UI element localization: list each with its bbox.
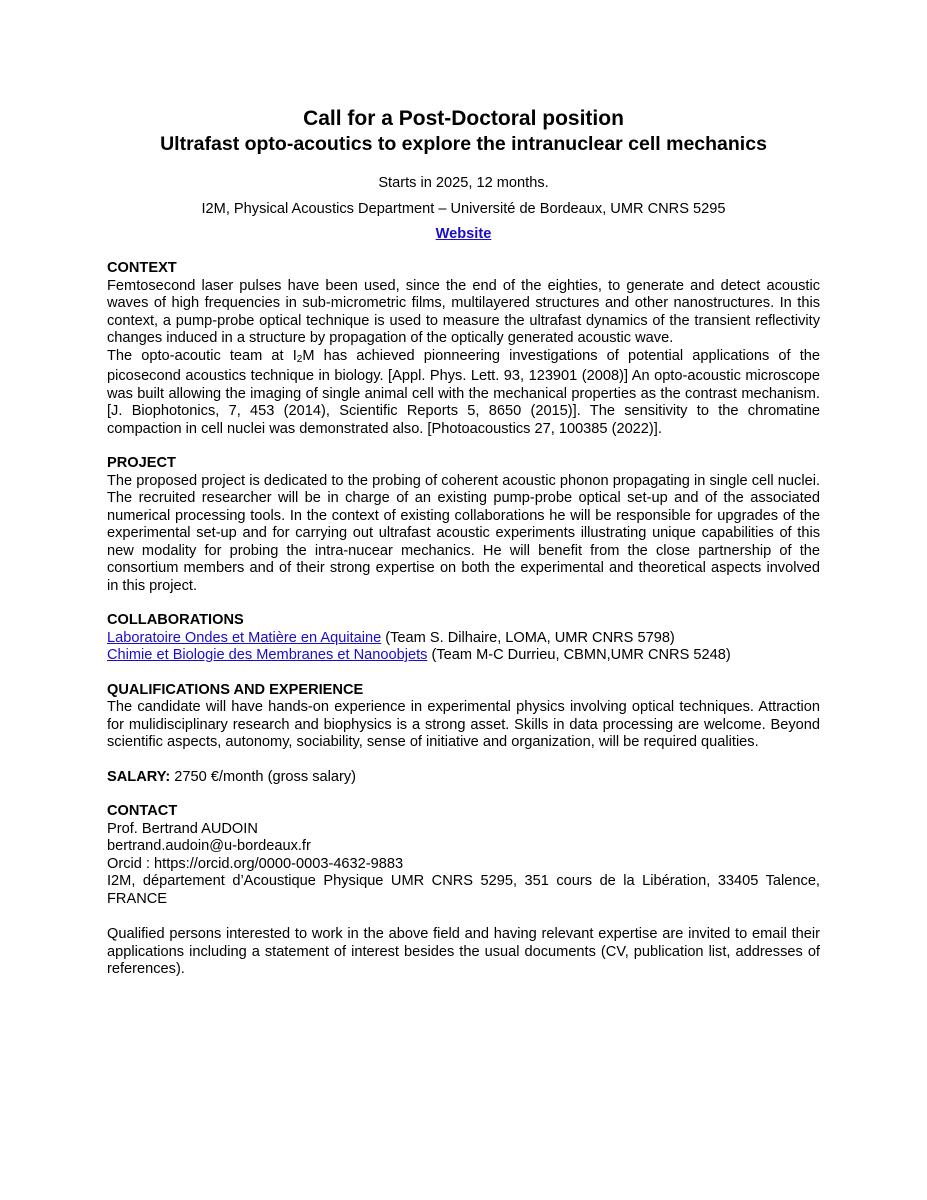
collaboration-item — [107, 647, 820, 665]
salary-section — [107, 769, 820, 787]
contact-section — [107, 803, 820, 908]
salary-value: 2750 €/month (gross salary) — [170, 768, 356, 785]
collaboration-link-cbmn[interactable]: Chimie et Biologie des Membranes et Nanoobjets — [107, 647, 428, 663]
contact-email[interactable]: bertrand.audoin@u-bordeaux.fr — [107, 838, 311, 854]
context-paragraph-1: Femtosecond laser pulses have been used, since the end of the eighties, to generate and detect acoustic waves of high frequencies in sub-micrometric films, multilayered structures and other nanostructures. In this context, a pump-probe optical technique is used to measure the ultrafast dynamics of the transient reflectivity changes induced in a structure by propagation of the optically generated acoustic wave. — [107, 277, 820, 346]
salary-label: SALARY: — [107, 768, 171, 785]
qualifications-heading: QUALIFICATIONS AND EXPERIENCE — [107, 681, 364, 698]
start-date: Starts in 2025, 12 months. — [378, 175, 549, 191]
collaboration-detail: (Team S. Dilhaire, LOMA, UMR CNRS 5798) — [381, 629, 675, 646]
salary-line — [107, 769, 820, 787]
closing-paragraph: Qualified persons interested to work in the above field and having relevant expertise are invited to email their applications including a statement of interest besides the usual documents (CV, publication list, addresses of references). — [107, 926, 820, 977]
document-page — [107, 106, 820, 979]
website-link[interactable]: Website — [435, 226, 492, 242]
contact-heading: CONTACT — [107, 803, 178, 819]
context-section — [107, 260, 820, 438]
contact-orcid: Orcid : https://orcid.org/0000-0003-4632-9883 — [107, 855, 404, 872]
contact-name: Prof. Bertrand AUDOIN — [107, 820, 258, 837]
collaboration-item — [107, 630, 820, 648]
page-subtitle: Ultrafast opto-acoutics to explore the intranuclear cell mechanics — [160, 133, 767, 155]
website-row — [107, 225, 820, 243]
context-subscript: 2 — [296, 353, 303, 365]
closing-section — [107, 926, 820, 979]
affiliation: I2M, Physical Acoustics Department – Université de Bordeaux, UMR CNRS 5295 — [201, 201, 726, 217]
contact-address: I2M, département d’Acoustique Physique UMR CNRS 5295, 351 cours de la Libération, 33405 Talence, FRANCE — [107, 873, 820, 907]
collaboration-link-loma[interactable]: Laboratoire Ondes et Matière en Aquitaine — [107, 629, 382, 646]
collaboration-detail: (Team M-C Durrieu, CBMN,UMR CNRS 5248) — [427, 647, 731, 663]
project-heading: PROJECT — [107, 455, 176, 471]
context-paragraph-2-prefix: The opto-acoutic team at I — [107, 347, 297, 364]
project-section — [107, 455, 820, 595]
context-paragraph-2 — [107, 348, 820, 439]
context-heading: CONTEXT — [107, 260, 177, 276]
qualifications-section — [107, 682, 820, 752]
qualifications-paragraph: The candidate will have hands-on experience in experimental physics involving optical techniques. Attraction for mulidisciplinary research and biophysics is a strong asset. Skills in data processing are welcome. Beyond scientific aspects, autonomy, sociability, sense of initiative and organization, will be required qualities. — [107, 699, 820, 750]
collaborations-section — [107, 612, 820, 665]
collaborations-heading: COLLABORATIONS — [107, 612, 244, 628]
context-paragraph-2-rest: M has achieved pionneering investigations of potential applications of the picosecond acoustics technique in biology. [Appl. Phys. Lett. 93, 123901 (2008)] An opto-acoustic microscope was built allowing the imaging of single animal cell with the mechanical properties as the contrast mechanism. [J. Biophotonics, 7, 453 (2014), Scientific Reports 5, 8650 (2015)]. The sensitivity to the chromatine compaction in cell nuclei was demonstrated also. [Photoacoustics 27, 100385 (2022)]. — [107, 347, 820, 437]
project-paragraph: The proposed project is dedicated to the probing of coherent acoustic phonon propagating in single cell nuclei. The recruited researcher will be in charge of an existing pump-probe optical set-up and of the associated numerical processing tools. In the context of existing collaborations he will be responsible for upgrades of the experimental set-up and for carrying out ultrafast acoustic experiments illustrating unique capabilities of this new modality for probing the intra-nucear mechanics. He will benefit from the close partnership of the consortium members and of their strong expertise on both the experimental and theoretical aspects involved in this project. — [107, 472, 820, 594]
page-title: Call for a Post-Doctoral position — [303, 107, 624, 130]
